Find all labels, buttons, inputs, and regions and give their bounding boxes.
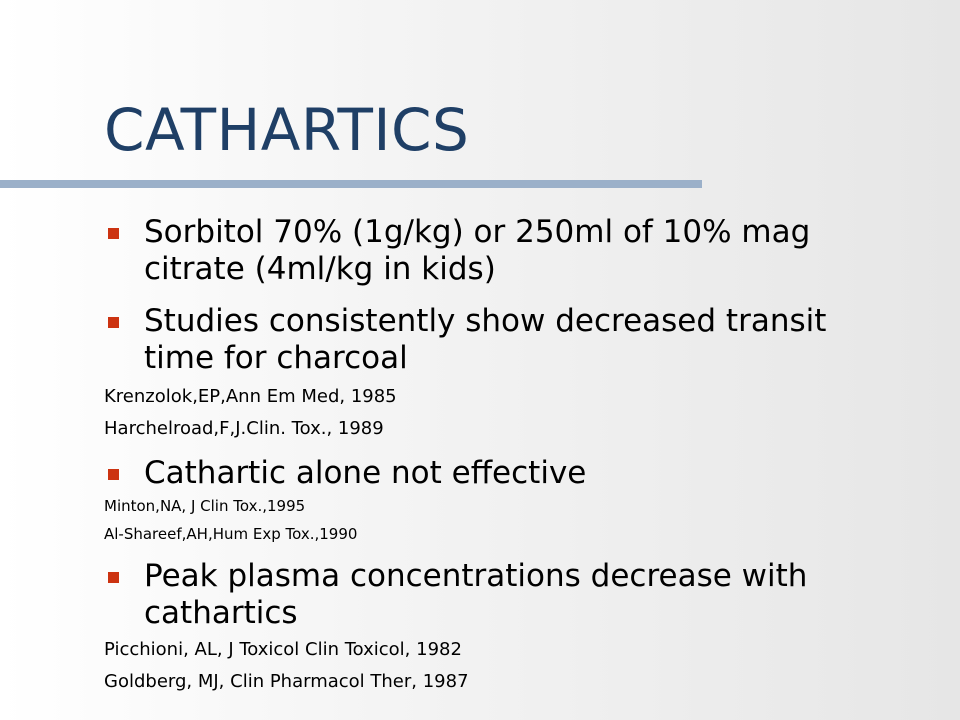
bullet-text: Peak plasma concentrations decrease with cathartics [144,558,808,631]
bullet-item [104,455,904,492]
bullet-text: Studies consistently show decreased transit time for charcoal [144,303,827,376]
reference-citation: Al-Shareef,AH,Hum Exp Tox.,1990 [104,525,358,543]
bullet-item [104,214,904,288]
reference-citation: Minton,NA, J Clin Tox.,1995 [104,497,306,515]
bullet-text: Cathartic alone not effective [144,455,587,491]
reference-citation: Goldberg, MJ, Clin Pharmacol Ther, 1987 [104,671,469,692]
square-bullet-icon [108,572,119,583]
square-bullet-icon [108,228,119,239]
bullet-item [104,303,904,377]
reference-citation: Picchioni, AL, J Toxicol Clin Toxicol, 1982 [104,639,462,660]
bullet-item [104,558,904,632]
reference-citation: Harchelroad,F,J.Clin. Tox., 1989 [104,418,384,439]
square-bullet-icon [108,469,119,480]
slide-body [104,210,904,698]
bullet-text: Sorbitol 70% (1g/kg) or 250ml of 10% mag citrate (4ml/kg in kids) [144,214,811,287]
square-bullet-icon [108,317,119,328]
title-underline [0,180,702,188]
reference-citation: Krenzolok,EP,Ann Em Med, 1985 [104,386,397,407]
slide-title: CATHARTICS [104,96,470,164]
